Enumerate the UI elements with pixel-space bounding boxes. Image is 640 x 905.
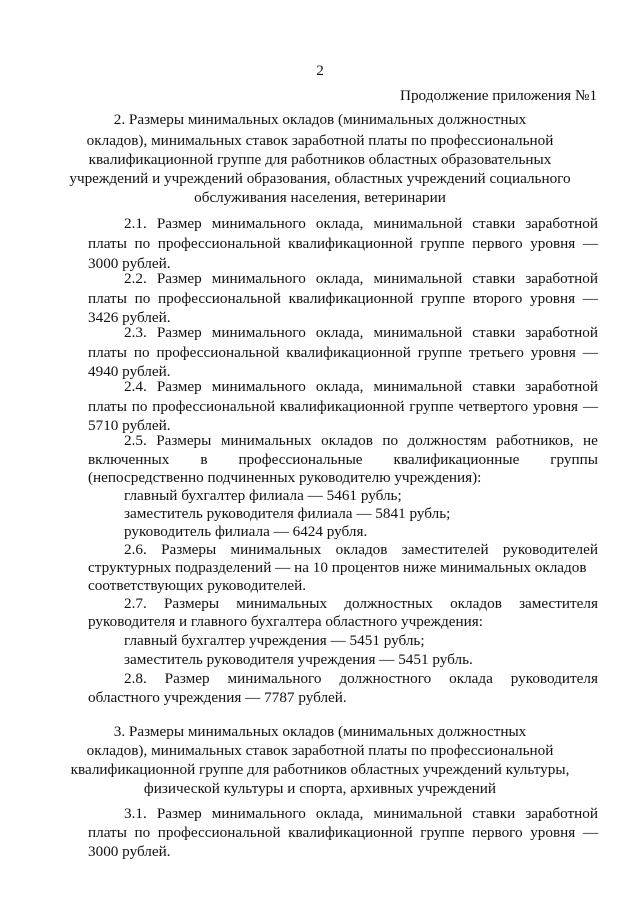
paragraph-2-4-line: 2.4. Размер минимального оклада, минимальной ставки заработной [124, 378, 598, 395]
list-item: главный бухгалтер филиала — 5461 рубль; [124, 487, 402, 504]
paragraph-2-3-line: 4940 рублей. [88, 363, 171, 380]
paragraph-2-2-line: платы по профессиональной квалификационной группе второго уровня — [88, 290, 598, 307]
list-item: главный бухгалтер учреждения — 5451 рубль; [124, 632, 425, 649]
section3-heading-line: 3. Размеры минимальных окладов (минимальных должностных [113, 723, 527, 740]
paragraph-2-5-line: включенных в профессиональные квалификационные группы [88, 451, 598, 468]
paragraph-2-1-line: платы по профессиональной квалификационной группе первого уровня — [88, 235, 598, 252]
section3-heading-line: квалификационной группе для работников областных учреждений культуры, [70, 761, 570, 778]
paragraph-2-6-line: соответствующих руководителей. [88, 577, 307, 594]
section2-heading-line: обслуживания населения, ветеринарии [194, 189, 446, 206]
paragraph-3-1-line: платы по профессиональной квалификационной группе первого уровня — [88, 824, 598, 841]
section2-heading-line: окладов), минимальных ставок заработной платы по профессиональной [86, 132, 554, 149]
section3-heading-line: физической культуры и спорта, архивных учреждений [143, 780, 497, 797]
section2-heading-line: учреждений и учреждений образования, областных учреждений социального [69, 170, 571, 187]
paragraph-2-1-line: 3000 рублей. [88, 255, 171, 272]
paragraph-2-6-line: 2.6. Размеры минимальных окладов заместителей руководителей [124, 541, 598, 558]
paragraph-2-3-line: 2.3. Размер минимального оклада, минимальной ставки заработной [124, 324, 598, 341]
continuation-label: Продолжение приложения №1 [400, 87, 598, 104]
paragraph-2-7-line: 2.7. Размеры минимальных должностных окладов заместителя [124, 595, 598, 612]
paragraph-2-5-line: 2.5. Размеры минимальных окладов по должностям работников, не [124, 432, 598, 449]
paragraph-2-8-line: областного учреждения — 7787 рублей. [88, 689, 347, 706]
list-item: руководитель филиала — 6424 рубля. [124, 523, 368, 540]
paragraph-2-2-line: 2.2. Размер минимального оклада, минимальной ставки заработной [124, 270, 598, 287]
paragraph-2-5-line: (непосредственно подчиненных руководителю учреждения): [88, 469, 482, 486]
paragraph-3-1-line: 3000 рублей. [88, 843, 171, 860]
paragraph-2-8-line: 2.8. Размер минимального должностного оклада руководителя [124, 670, 598, 687]
paragraph-3-1-line: 3.1. Размер минимального оклада, минимальной ставки заработной [124, 805, 598, 822]
paragraph-2-6-line: структурных подразделений — на 10 процентов ниже минимальных окладов [88, 559, 587, 576]
paragraph-2-4-line: 5710 рублей. [88, 417, 171, 434]
paragraph-2-7-line: руководителя и главного бухгалтера областного учреждения: [88, 613, 483, 630]
list-item: заместитель руководителя учреждения — 5451 рубль. [124, 651, 473, 668]
section3-heading-line: окладов), минимальных ставок заработной платы по профессиональной [86, 742, 554, 759]
paragraph-2-2-line: 3426 рублей. [88, 309, 171, 326]
list-item: заместитель руководителя филиала — 5841 рубль; [124, 505, 451, 522]
paragraph-2-1-line: 2.1. Размер минимального оклада, минимальной ставки заработной [124, 215, 598, 232]
section2-heading-line: 2. Размеры минимальных окладов (минимальных должностных [113, 111, 527, 128]
section2-heading-line: квалификационной группе для работников областных образовательных [88, 151, 552, 168]
paragraph-2-4-line: платы по профессиональной квалификационной группе четвертого уровня — [88, 398, 598, 415]
paragraph-2-3-line: платы по профессиональной квалификационной группе третьего уровня — [88, 344, 598, 361]
page-number: 2 [316, 62, 324, 79]
